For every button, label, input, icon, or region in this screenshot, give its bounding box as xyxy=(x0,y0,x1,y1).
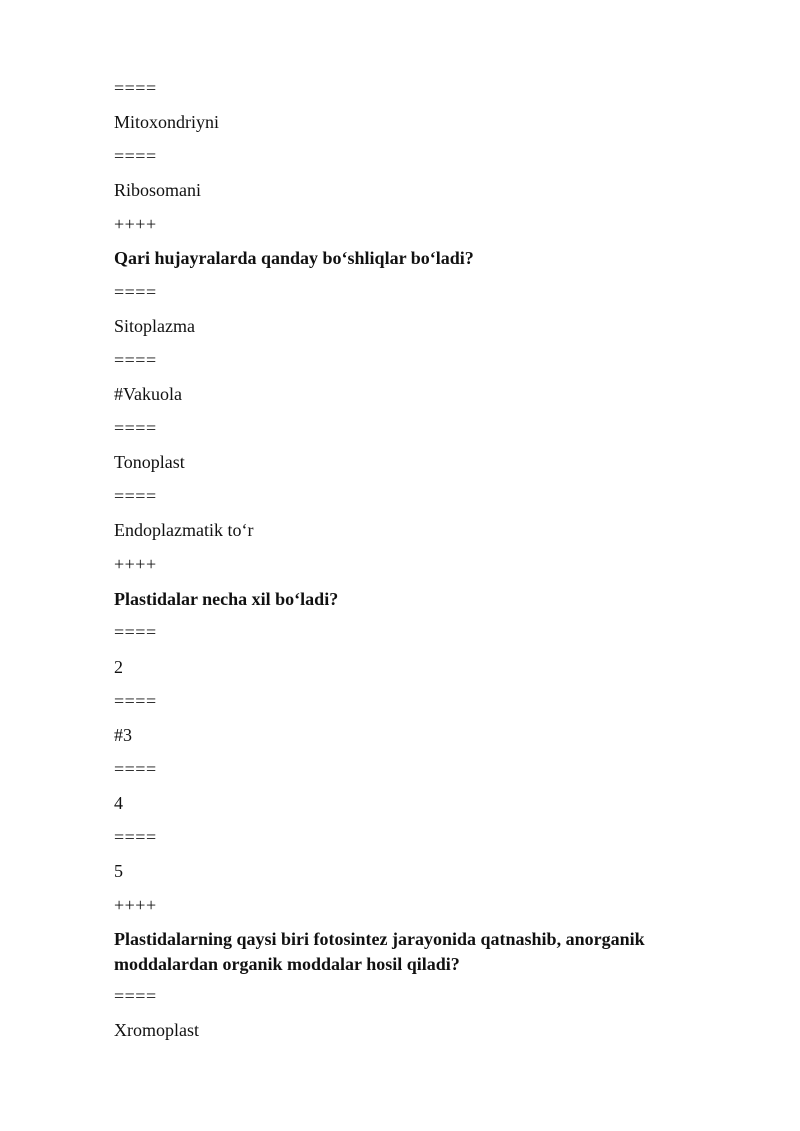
separator-plus: ++++ xyxy=(114,554,157,574)
separator-equals: ==== xyxy=(114,691,157,711)
question-text: Qari hujayralarda qanday bo‘shliqlar bo‘ladi? xyxy=(114,248,474,268)
separator-plus: ++++ xyxy=(114,895,157,915)
question-text: Plastidalarning qaysi biri fotosintez jarayonida qatnashib, anorganik moddalardan organik moddalar hosil qiladi? xyxy=(114,929,645,974)
answer-option: Tonoplast xyxy=(114,452,185,472)
separator-equals: ==== xyxy=(114,146,157,166)
separator-equals: ==== xyxy=(114,622,157,642)
answer-option: 4 xyxy=(114,793,123,813)
separator-equals: ==== xyxy=(114,827,157,847)
answer-option: #3 xyxy=(114,725,132,745)
answer-option: 5 xyxy=(114,861,123,881)
answer-option: #Vakuola xyxy=(114,384,182,404)
answer-option: Endoplazmatik to‘r xyxy=(114,520,254,540)
separator-plus: ++++ xyxy=(114,214,157,234)
separator-equals: ==== xyxy=(114,759,157,779)
question-text: Plastidalar necha xil bo‘ladi? xyxy=(114,589,339,609)
answer-option: Sitoplazma xyxy=(114,316,195,336)
separator-equals: ==== xyxy=(114,986,157,1006)
answer-option: Ribosomani xyxy=(114,180,202,200)
answer-option: 2 xyxy=(114,657,123,677)
answer-option: Mitoxondriyni xyxy=(114,112,220,132)
separator-equals: ==== xyxy=(114,282,157,302)
separator-equals: ==== xyxy=(114,350,157,370)
separator-equals: ==== xyxy=(114,418,157,438)
answer-option: Xromoplast xyxy=(114,1020,199,1040)
separator-equals: ==== xyxy=(114,486,157,506)
separator-equals: ==== xyxy=(114,78,157,98)
